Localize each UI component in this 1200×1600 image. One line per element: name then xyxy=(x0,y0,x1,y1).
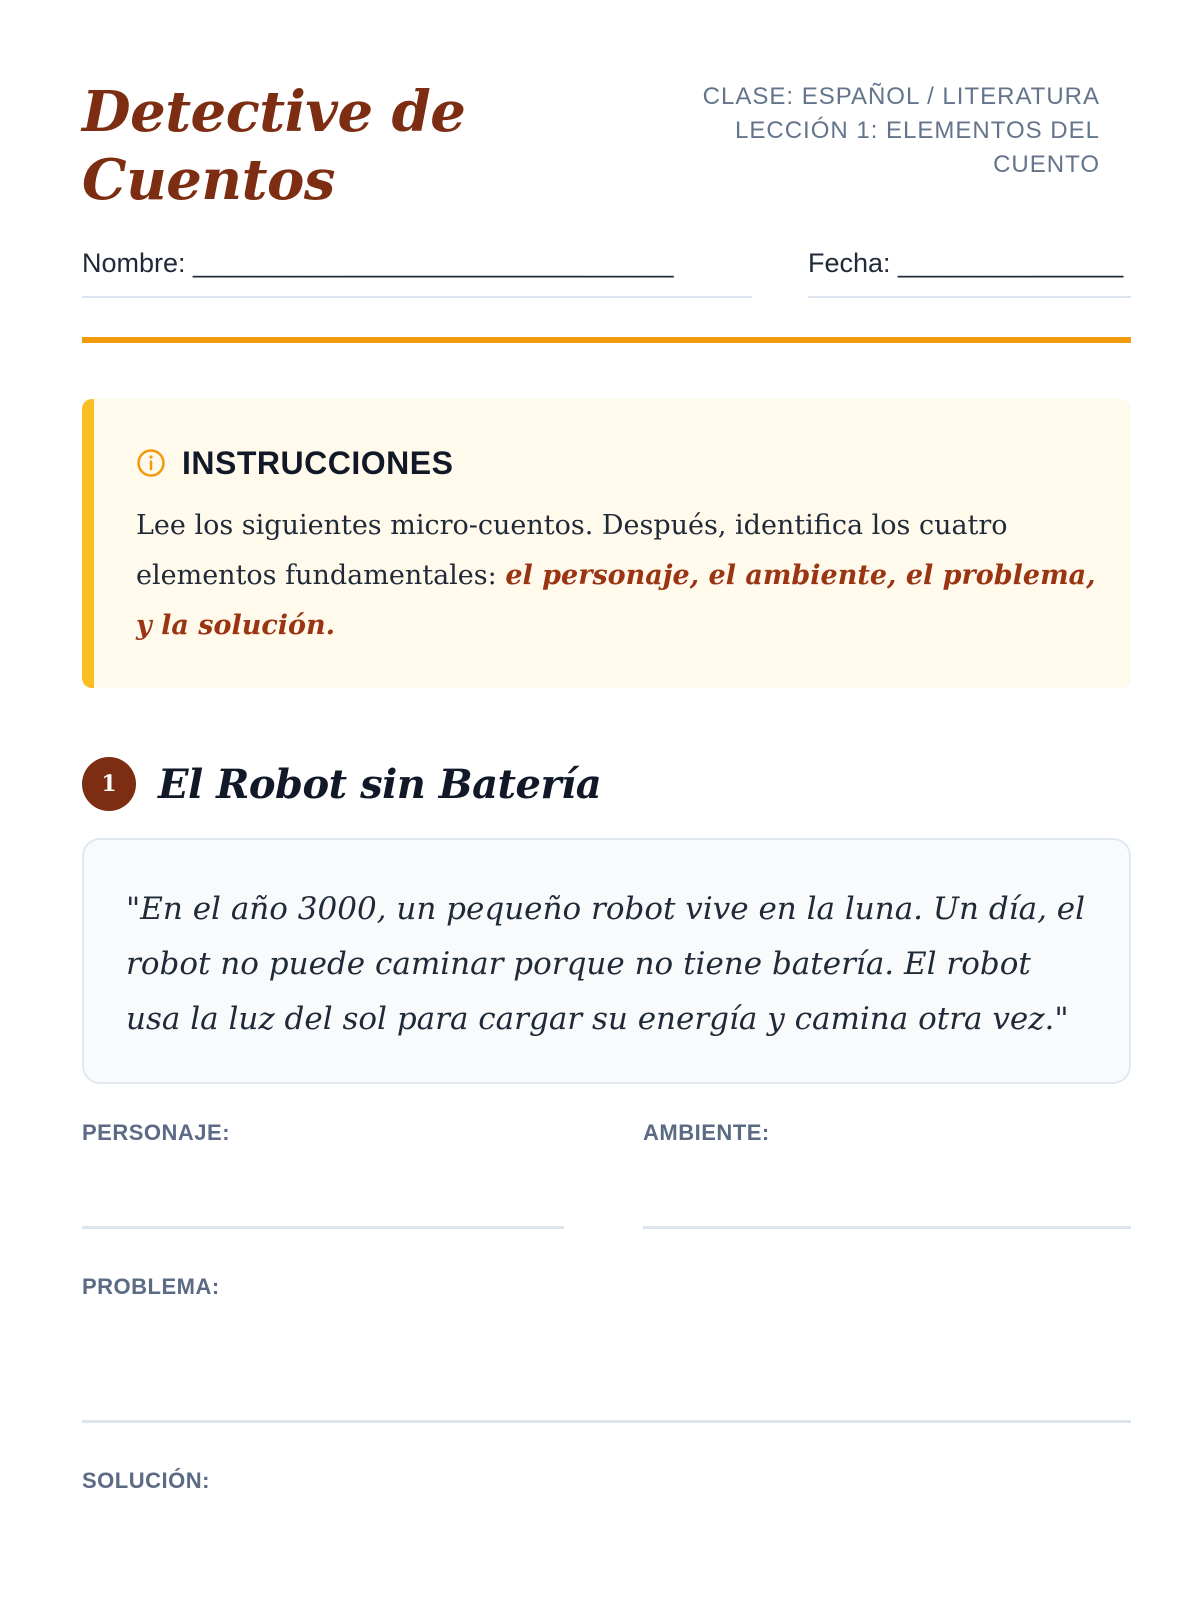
lesson-label-line-2: CUENTO xyxy=(993,151,1100,178)
personaje-answer-line[interactable] xyxy=(82,1226,564,1229)
story-text: "En el año 3000, un pequeño robot vive en la luna. Un día, el robot no puede caminar porque no tiene batería. El robot usa la luz del sol para cargar su energía y camina otra vez." xyxy=(126,891,1086,1037)
page-title xyxy=(82,78,465,214)
title-line-2: Cuentos xyxy=(82,147,335,213)
name-field[interactable]: Nombre: ________________________________ xyxy=(82,248,752,298)
instructions-body: Lee los siguientes micro-cuentos. Después, identifica los cuatro elementos fundamentales: xyxy=(136,510,1008,591)
class-label: CLASE: ESPAÑOL / LITERATURA xyxy=(702,83,1100,110)
story-card xyxy=(82,838,1131,1084)
instructions-header xyxy=(136,443,453,483)
header-divider xyxy=(82,337,1131,343)
story-header xyxy=(82,756,601,812)
lesson-label-line-1: LECCIÓN 1: ELEMENTOS DEL xyxy=(735,117,1100,144)
ambiente-answer-line[interactable] xyxy=(643,1226,1131,1229)
instructions-callout xyxy=(82,399,1131,688)
story-number-badge: 1 xyxy=(82,757,136,811)
title-line-1: Detective de xyxy=(82,79,466,145)
instructions-title: INSTRUCCIONES xyxy=(182,444,454,481)
instructions-text xyxy=(136,501,1096,651)
personaje-label: PERSONAJE: xyxy=(82,1120,231,1145)
solucion-label: SOLUCIÓN: xyxy=(82,1468,210,1493)
class-meta xyxy=(670,80,1100,182)
problema-label: PROBLEMA: xyxy=(82,1274,220,1299)
instructions-emphasis: el personaje, el ambiente, el problema, y la solución. xyxy=(136,560,1096,641)
story-title: El Robot sin Batería xyxy=(158,760,602,808)
ambiente-label: AMBIENTE: xyxy=(643,1120,770,1145)
date-field[interactable]: Fecha: _______________ xyxy=(808,248,1131,298)
problema-answer-line[interactable] xyxy=(82,1420,1131,1423)
info-icon xyxy=(136,448,166,478)
